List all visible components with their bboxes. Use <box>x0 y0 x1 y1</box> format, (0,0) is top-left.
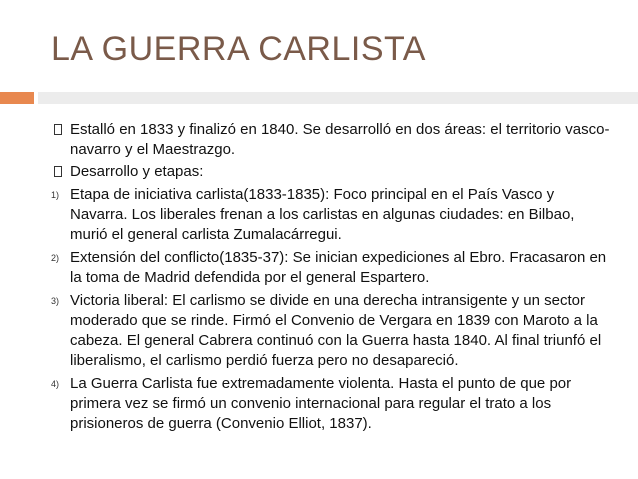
title-rule-line <box>38 92 638 104</box>
slide-title: LA GUERRA CARLISTA <box>51 30 426 68</box>
list-item <box>51 162 611 182</box>
title-rule-accent <box>0 92 34 104</box>
list-item: 4) La Guerra Carlista fue extremadamente violenta. Hasta el punto de que por primera vez se firmó un convenio internacional para regular el trato a los prisioneros de guerra (Convenio Elliot, 1837). <box>51 375 572 432</box>
list-item-text: Estalló en 1833 y finalizó en 1840. Se desarrolló en dos áreas: el territorio vasco-navarro y el Maestrazgo. <box>70 121 610 158</box>
checkbox-icon <box>54 124 62 135</box>
list-item: 2) Extensión del conflicto(1835-37): Se inician expediciones al Ebro. Fracasaron en la toma de Madrid defendida por el general Espartero. <box>51 249 607 286</box>
list-item-text: Etapa de iniciativa carlista(1833-1835): Foco principal en el País Vasco y Navarra. Los liberales frenan a los carlistas en algunas ciudades: en Bilbao, murió el general carlista Zumalacárregui. <box>70 186 575 243</box>
list-item: 1) Etapa de iniciativa carlista(1833-1835): Foco principal en el País Vasco y Navarra. Los liberales frenan a los carlistas en algunas ciudades: en Bilbao, murió el general carlista Zumalacárregui. <box>51 186 575 243</box>
list-item-text: La Guerra Carlista fue extremadamente violenta. Hasta el punto de que por primera vez se firmó un convenio internacional para regular el trato a los prisioneros de guerra (Convenio Elliot, 1837). <box>70 375 572 432</box>
list-item: 3) Victoria liberal: El carlismo se divide en una derecha intransigente y un sector moderado que se rinde. Firmó el Convenio de Vergara en 1839 con Maroto a la cabeza. El general Cabrera continuó con la Guerra hasta 1840. Al final triunfó el liberalismo, el carlismo perdió fuerza pero no desapareció. <box>51 292 602 369</box>
content-list <box>51 120 611 434</box>
title-rule <box>0 92 638 104</box>
list-item <box>51 120 611 160</box>
list-item-text: Extensión del conflicto(1835-37): Se inician expediciones al Ebro. Fracasaron en la toma de Madrid defendida por el general Espartero. <box>70 249 607 286</box>
list-item-text: Victoria liberal: El carlismo se divide en una derecha intransigente y un sector moderado que se rinde. Firmó el Convenio de Vergara en 1839 con Maroto a la cabeza. El general Cabrera continuó con la Guerra hasta 1840. Al final triunfó el liberalismo, el carlismo perdió fuerza pero no desapareció. <box>70 292 602 369</box>
checkbox-icon <box>54 166 62 177</box>
list-item-text: Desarrollo y etapas: <box>70 163 204 180</box>
